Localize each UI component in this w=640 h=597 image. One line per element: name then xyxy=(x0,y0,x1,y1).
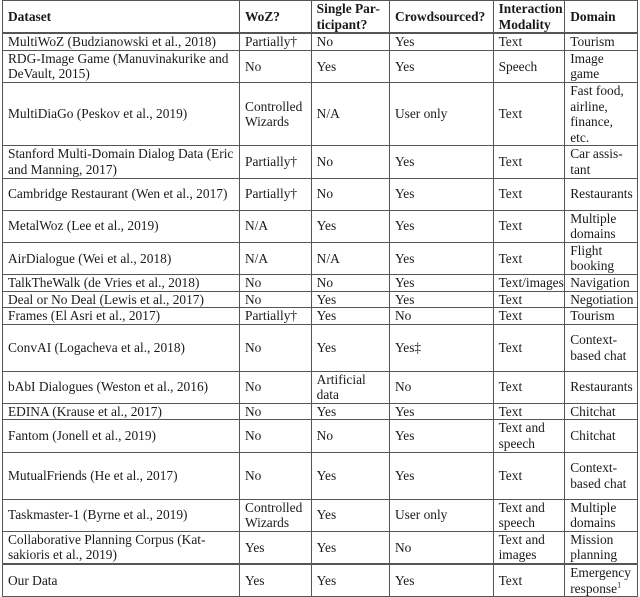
cell-domain-text: Restaurants xyxy=(570,186,633,202)
cell-dataset xyxy=(3,146,240,178)
cell-dataset-text: ConvAI (Logacheva et al., 2018) xyxy=(8,339,185,355)
cell-woz-text: No xyxy=(245,274,262,290)
cell-woz-text: N/A xyxy=(245,218,269,234)
cell-crowdsourced xyxy=(389,210,493,242)
cell-crowdsourced xyxy=(389,33,493,50)
table-row xyxy=(3,242,638,274)
cell-modality-text: Text xyxy=(498,572,523,588)
cell-domain xyxy=(565,324,638,371)
header-modality-line2: Modality xyxy=(498,16,551,32)
cell-dataset-text: MetalWoz (Lee et al., 2019) xyxy=(8,218,159,234)
cell-crowdsourced xyxy=(389,291,493,308)
cell-domain-text: Multiple domains xyxy=(570,499,617,531)
cell-crowdsourced xyxy=(389,403,493,420)
cell-single-participant-text: Yes xyxy=(316,58,337,74)
cell-dataset xyxy=(3,274,240,291)
cell-dataset xyxy=(3,82,240,145)
cell-woz xyxy=(240,82,312,145)
cell-modality xyxy=(493,274,565,291)
header-single-line2: ticipant? xyxy=(316,16,368,32)
cell-crowdsourced-text: No xyxy=(394,379,412,395)
cell-modality-text: Text xyxy=(498,34,523,50)
cell-crowdsourced-text: Yes xyxy=(394,291,415,307)
cell-crowdsourced xyxy=(389,242,493,274)
cell-domain xyxy=(565,291,638,308)
cell-modality-text: Text xyxy=(498,291,523,307)
cell-single-participant-text: Yes xyxy=(316,572,337,588)
cell-woz-text: No xyxy=(245,58,262,74)
cell-crowdsourced-text: No xyxy=(394,539,412,555)
cell-domain-text: Emergency response xyxy=(570,565,631,596)
cell-woz xyxy=(240,499,312,531)
table-row xyxy=(3,371,638,403)
cell-dataset-text: Our Data xyxy=(8,572,58,588)
table-row xyxy=(3,403,638,420)
cell-domain-text: Image game xyxy=(570,50,604,82)
cell-domain-text: Navigation xyxy=(570,274,630,290)
cell-crowdsourced xyxy=(389,452,493,499)
cell-modality xyxy=(493,33,565,50)
cell-single-participant-text: No xyxy=(316,34,334,50)
cell-dataset xyxy=(3,242,240,274)
cell-domain xyxy=(565,420,638,452)
cell-woz xyxy=(240,371,312,403)
cell-modality xyxy=(493,146,565,178)
cell-woz xyxy=(240,146,312,178)
cell-modality xyxy=(493,452,565,499)
cell-dataset-text: TalkTheWalk (de Vries et al., 2018) xyxy=(8,274,200,290)
cell-single-participant-text: Yes xyxy=(316,539,337,555)
cell-single-participant-text: No xyxy=(316,274,334,290)
header-woz: WoZ? xyxy=(240,1,312,34)
dataset-comparison-table xyxy=(2,0,638,597)
header-dataset: Dataset xyxy=(3,1,240,34)
cell-crowdsourced-text: No xyxy=(394,308,412,324)
cell-crowdsourced-text: Yes xyxy=(394,218,415,234)
cell-dataset-text: Frames (El Asri et al., 2017) xyxy=(8,308,161,324)
cell-domain-text: Chitchat xyxy=(570,428,616,444)
cell-dataset-text: AirDialogue (Wei et al., 2018) xyxy=(8,250,172,266)
table-row xyxy=(3,50,638,82)
cell-modality xyxy=(493,82,565,145)
cell-modality-text: Text xyxy=(498,106,523,122)
cell-single-participant-text: Artificial data xyxy=(316,371,366,403)
cell-domain-text: Context-based chat xyxy=(570,460,627,491)
cell-dataset-text: Deal or No Deal (Lewis et al., 2017) xyxy=(8,291,204,307)
cell-dataset-text: Collaborative Planning Corpus (Kat-sakioris et al., 2019) xyxy=(8,531,206,563)
cell-woz xyxy=(240,274,312,291)
cell-dataset xyxy=(3,499,240,531)
cell-woz xyxy=(240,531,312,564)
cell-domain xyxy=(565,308,638,325)
cell-domain-text: Tourism xyxy=(570,34,615,50)
cell-crowdsourced-text: Yes xyxy=(394,250,415,266)
cell-modality xyxy=(493,178,565,210)
cell-single-participant xyxy=(311,210,389,242)
cell-dataset xyxy=(3,308,240,325)
cell-crowdsourced-text: Yes xyxy=(394,572,415,588)
table-row xyxy=(3,210,638,242)
cell-domain-text: Multiple domains xyxy=(570,210,617,242)
cell-dataset xyxy=(3,210,240,242)
table-row xyxy=(3,178,638,210)
cell-dataset xyxy=(3,324,240,371)
table-row xyxy=(3,146,638,178)
cell-single-participant xyxy=(311,178,389,210)
cell-woz-text: Partially† xyxy=(245,186,298,202)
cell-single-participant-text: No xyxy=(316,428,334,444)
cell-domain-text: Context-based chat xyxy=(570,332,627,363)
cell-woz xyxy=(240,324,312,371)
cell-domain xyxy=(565,146,638,178)
cell-crowdsourced-text: Yes xyxy=(394,403,415,419)
cell-crowdsourced-text: User only xyxy=(394,106,448,122)
cell-domain-text: Mission planning xyxy=(570,531,618,563)
cell-crowdsourced-text: Yes‡ xyxy=(394,339,422,355)
cell-domain-text: Restaurants xyxy=(570,379,633,395)
cell-crowdsourced-text: User only xyxy=(394,507,448,523)
header-domain: Domain xyxy=(565,1,638,34)
cell-crowdsourced xyxy=(389,178,493,210)
cell-woz xyxy=(240,291,312,308)
cell-modality xyxy=(493,242,565,274)
cell-woz-text: Partially† xyxy=(245,308,298,324)
cell-woz xyxy=(240,210,312,242)
cell-crowdsourced xyxy=(389,308,493,325)
cell-crowdsourced xyxy=(389,420,493,452)
cell-dataset-text: Stanford Multi-Domain Dialog Data (Eric and Manning, 2017) xyxy=(8,146,234,177)
cell-dataset xyxy=(3,420,240,452)
cell-woz xyxy=(240,178,312,210)
cell-woz-text: No xyxy=(245,467,262,483)
cell-woz-text: No xyxy=(245,379,262,395)
cell-woz xyxy=(240,242,312,274)
cell-domain xyxy=(565,274,638,291)
cell-single-participant-text: N/A xyxy=(316,250,340,266)
cell-modality-text: Text and images xyxy=(498,531,545,563)
cell-domain xyxy=(565,499,638,531)
cell-domain xyxy=(565,178,638,210)
cell-dataset-text: Fantom (Jonell et al., 2019) xyxy=(8,428,157,444)
cell-domain-text: Fast food, airline, finance, etc. xyxy=(570,82,624,145)
cell-domain-text: Tourism xyxy=(570,308,615,324)
cell-woz-text: Partially† xyxy=(245,34,298,50)
cell-woz xyxy=(240,452,312,499)
cell-single-participant-text: Yes xyxy=(316,339,337,355)
cell-dataset-text: MultiWoZ (Budzianowski et al., 2018) xyxy=(8,34,216,50)
cell-single-participant xyxy=(311,324,389,371)
cell-woz-text: No xyxy=(245,403,262,419)
cell-single-participant-text: N/A xyxy=(316,106,340,122)
cell-modality xyxy=(493,210,565,242)
cell-dataset-text: RDG-Image Game (Manuvinakurike and DeVault, 2015) xyxy=(8,50,229,82)
cell-single-participant xyxy=(311,531,389,564)
table-body xyxy=(3,33,638,597)
cell-dataset xyxy=(3,371,240,403)
cell-single-participant xyxy=(311,452,389,499)
cell-single-participant xyxy=(311,371,389,403)
cell-woz-text: Yes xyxy=(245,539,265,555)
table-row xyxy=(3,452,638,499)
cell-dataset-text: Cambridge Restaurant (Wen et al., 2017) xyxy=(8,186,228,202)
cell-single-participant xyxy=(311,242,389,274)
cell-modality xyxy=(493,50,565,82)
cell-dataset-text: MutualFriends (He et al., 2017) xyxy=(8,467,178,483)
table-row xyxy=(3,531,638,564)
cell-modality-text: Text xyxy=(498,186,523,202)
cell-crowdsourced-text: Yes xyxy=(394,154,415,170)
cell-crowdsourced-text: Yes xyxy=(394,428,415,444)
cell-single-participant-text: Yes xyxy=(316,308,337,324)
cell-woz-text: No xyxy=(245,428,262,444)
cell-modality xyxy=(493,308,565,325)
cell-dataset-text: bAbI Dialogues (Weston et al., 2016) xyxy=(8,379,209,395)
cell-modality xyxy=(493,499,565,531)
cell-crowdsourced xyxy=(389,499,493,531)
cell-crowdsourced-text: Yes xyxy=(394,34,415,50)
cell-single-participant xyxy=(311,82,389,145)
cell-woz xyxy=(240,420,312,452)
cell-woz-text: Controlled Wizards xyxy=(245,98,303,130)
header-single-line1: Single Par- xyxy=(316,1,380,16)
cell-woz-text: N/A xyxy=(245,250,269,266)
table-row xyxy=(3,420,638,452)
table-row xyxy=(3,308,638,325)
cell-crowdsourced-text: Yes xyxy=(394,274,415,290)
header-modality xyxy=(493,1,565,34)
cell-single-participant-text: No xyxy=(316,186,334,202)
cell-single-participant xyxy=(311,33,389,50)
cell-single-participant xyxy=(311,50,389,82)
cell-modality xyxy=(493,291,565,308)
cell-single-participant-text: Yes xyxy=(316,507,337,523)
cell-modality xyxy=(493,324,565,371)
cell-single-participant-text: Yes xyxy=(316,218,337,234)
cell-woz-text: Partially† xyxy=(245,154,298,170)
cell-crowdsourced xyxy=(389,82,493,145)
cell-domain-text: Chitchat xyxy=(570,403,616,419)
table-row xyxy=(3,291,638,308)
cell-modality xyxy=(493,371,565,403)
cell-domain xyxy=(565,242,638,274)
cell-domain xyxy=(565,531,638,564)
footnote-marker: 1 xyxy=(617,580,622,590)
cell-modality-text: Text xyxy=(498,339,523,355)
cell-domain xyxy=(565,33,638,50)
cell-crowdsourced xyxy=(389,531,493,564)
cell-modality-text: Text xyxy=(498,467,523,483)
cell-modality-text: Text and speech xyxy=(498,420,545,452)
cell-woz-text: No xyxy=(245,291,262,307)
cell-dataset xyxy=(3,33,240,50)
cell-single-participant xyxy=(311,291,389,308)
table-row xyxy=(3,33,638,50)
cell-single-participant xyxy=(311,420,389,452)
cell-woz xyxy=(240,308,312,325)
cell-woz xyxy=(240,50,312,82)
cell-modality-text: Text xyxy=(498,379,523,395)
cell-dataset-text: MultiDiaGo (Peskov et al., 2019) xyxy=(8,106,188,122)
cell-woz-text: Controlled Wizards xyxy=(245,499,303,531)
cell-modality xyxy=(493,420,565,452)
cell-dataset xyxy=(3,50,240,82)
cell-domain-text: Flight booking xyxy=(570,242,615,274)
cell-crowdsourced-text: Yes xyxy=(394,467,415,483)
cell-dataset-text: EDINA (Krause et al., 2017) xyxy=(8,403,162,419)
cell-single-participant xyxy=(311,274,389,291)
cell-single-participant-text: Yes xyxy=(316,403,337,419)
cell-domain xyxy=(565,371,638,403)
cell-dataset xyxy=(3,531,240,564)
cell-modality-text: Text and speech xyxy=(498,499,545,531)
cell-modality-text: Speech xyxy=(498,58,538,74)
table-row xyxy=(3,499,638,531)
cell-single-participant xyxy=(311,403,389,420)
cell-crowdsourced xyxy=(389,274,493,291)
cell-domain-text: Negotiation xyxy=(570,291,634,307)
cell-modality-text: Text xyxy=(498,218,523,234)
cell-domain xyxy=(565,82,638,145)
header-row xyxy=(3,1,638,34)
cell-modality xyxy=(493,531,565,564)
header-crowdsourced: Crowdsourced? xyxy=(389,1,493,34)
cell-crowdsourced xyxy=(389,371,493,403)
cell-dataset xyxy=(3,291,240,308)
cell-crowdsourced xyxy=(389,146,493,178)
cell-single-participant xyxy=(311,499,389,531)
cell-modality-text: Text xyxy=(498,154,523,170)
cell-dataset xyxy=(3,452,240,499)
cell-dataset xyxy=(3,178,240,210)
cell-domain-text: Car assis-tant xyxy=(570,146,623,177)
cell-single-participant xyxy=(311,146,389,178)
cell-domain xyxy=(565,50,638,82)
cell-crowdsourced xyxy=(389,324,493,371)
cell-single-participant-text: Yes xyxy=(316,467,337,483)
cell-woz-text: No xyxy=(245,339,262,355)
cell-modality-text: Text xyxy=(498,403,523,419)
table-row xyxy=(3,82,638,145)
cell-dataset-text: Taskmaster-1 (Byrne et al., 2019) xyxy=(8,507,188,523)
cell-modality-text: Text/images xyxy=(498,274,564,290)
cell-woz xyxy=(240,33,312,50)
cell-dataset xyxy=(3,403,240,420)
header-single-participant xyxy=(311,1,389,34)
cell-crowdsourced-text: Yes xyxy=(394,186,415,202)
cell-domain xyxy=(565,210,638,242)
cell-crowdsourced xyxy=(389,50,493,82)
cell-modality-text: Text xyxy=(498,250,523,266)
cell-single-participant-text: Yes xyxy=(316,291,337,307)
cell-domain xyxy=(565,403,638,420)
cell-woz-text: Yes xyxy=(245,572,265,588)
table-row xyxy=(3,274,638,291)
cell-single-participant xyxy=(311,308,389,325)
cell-domain xyxy=(565,452,638,499)
cell-single-participant-text: No xyxy=(316,154,334,170)
cell-modality-text: Text xyxy=(498,308,523,324)
table-row xyxy=(3,324,638,371)
cell-modality xyxy=(493,403,565,420)
header-modality-line1: Interaction xyxy=(498,1,563,16)
cell-woz xyxy=(240,403,312,420)
cell-crowdsourced-text: Yes xyxy=(394,58,415,74)
